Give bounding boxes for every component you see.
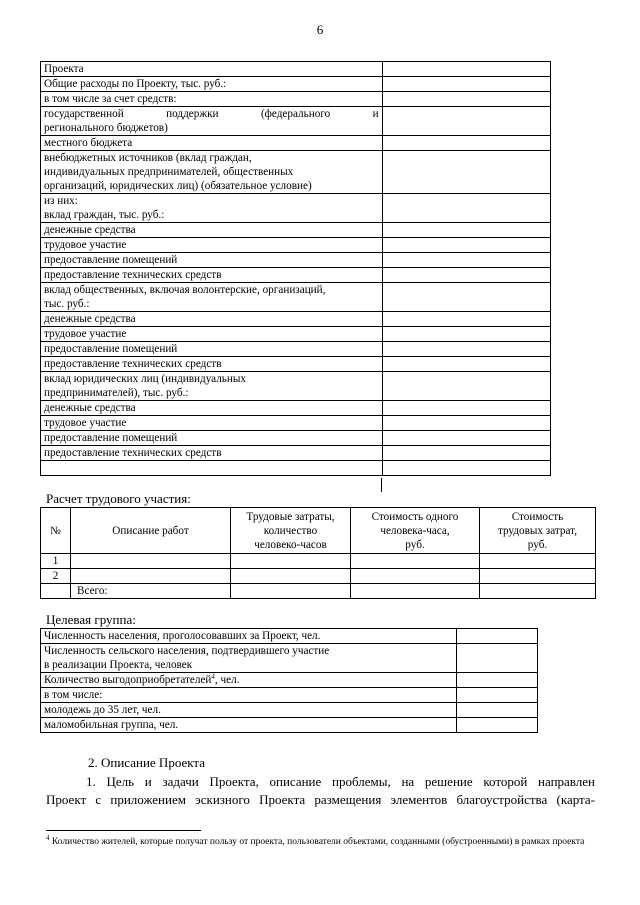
budget-label-cell <box>41 283 383 312</box>
budget-label-cell <box>41 461 383 476</box>
table-row <box>41 461 551 476</box>
table-row <box>41 268 551 283</box>
target-label-cell <box>41 673 457 688</box>
budget-label-cell <box>41 136 383 151</box>
labor-cell[interactable] <box>351 554 480 569</box>
cell-text-line: предпринимателей), тыс. руб.: <box>44 387 189 399</box>
table-row <box>41 62 551 77</box>
budget-value-cell[interactable] <box>382 416 550 431</box>
cell-text-line: государственной поддержки (федерального и <box>44 108 379 120</box>
cell-text-line: вклад граждан, тыс. руб.: <box>44 209 165 221</box>
table-row <box>41 584 596 599</box>
footnote-text: Количество жителей, которые получат пользу от проекта, пользователи объектами, созданными (обустроенными) в рамках проекта <box>51 837 585 847</box>
budget-value-cell[interactable] <box>382 223 550 238</box>
section-title: 2. Описание Проекта <box>88 755 206 770</box>
table-row <box>41 569 596 584</box>
column-header <box>480 508 596 554</box>
cell-text-line: Стоимость <box>511 510 564 523</box>
table-row <box>41 629 538 644</box>
budget-value-cell[interactable] <box>382 431 550 446</box>
budget-value-cell[interactable] <box>382 194 550 223</box>
footnote-mark: 4 <box>46 833 50 842</box>
column-header <box>351 508 480 554</box>
cell-text-line: Трудовые затраты, <box>246 510 335 523</box>
labor-cell[interactable] <box>231 554 351 569</box>
cell-text-line: местного бюджета <box>44 137 133 149</box>
table-row <box>41 92 551 107</box>
target-value-cell[interactable] <box>457 644 538 673</box>
cell-text-line: в реализации Проекта, человек <box>44 659 193 671</box>
labor-cell[interactable] <box>231 584 351 599</box>
table-row <box>41 151 551 194</box>
budget-label-cell <box>41 194 383 223</box>
budget-value-cell[interactable] <box>382 253 550 268</box>
budget-label-cell <box>41 416 383 431</box>
budget-value-cell[interactable] <box>382 136 550 151</box>
cell-text-line: внебюджетных источников (вклад граждан, <box>44 152 252 164</box>
cell-text-line: Численность населения, проголосовавших за Проект, чел. <box>44 630 321 642</box>
cell-text-line: Описание работ <box>112 524 189 537</box>
budget-value-cell[interactable] <box>382 238 550 253</box>
column-header <box>231 508 351 554</box>
cell-text-line: человека-часа, <box>380 524 450 537</box>
target-value-cell[interactable] <box>457 703 538 718</box>
target-label-cell <box>41 703 457 718</box>
footnote-ref: 4 <box>211 672 215 681</box>
table-row <box>41 238 551 253</box>
cell-text-line: Общие расходы по Проекту, тыс. руб.: <box>44 78 227 90</box>
labor-table <box>40 507 596 599</box>
cell-text-line: человеко-часов <box>254 538 327 551</box>
target-label-cell <box>41 718 457 733</box>
cell-text-line: Стоимость одного <box>371 510 459 523</box>
budget-label-cell <box>41 342 383 357</box>
column-header <box>71 508 231 554</box>
budget-label-cell <box>41 357 383 372</box>
labor-caption: Расчет трудового участия: <box>46 491 191 506</box>
cell-text-line: в том числе за счет средств: <box>44 93 177 105</box>
paragraph-line-1: 1. Цель и задачи Проекта, описание проблемы, на решение которой направлен <box>86 774 595 789</box>
table-row <box>41 312 551 327</box>
budget-value-cell[interactable] <box>382 62 550 77</box>
cell-text-line: трудовое участие <box>44 239 127 251</box>
target-value-cell[interactable] <box>457 688 538 703</box>
table-row <box>41 223 551 238</box>
table-row <box>41 342 551 357</box>
budget-label-cell <box>41 327 383 342</box>
budget-label-cell <box>41 62 383 77</box>
table-row <box>41 718 538 733</box>
table-row <box>41 703 538 718</box>
table-row <box>41 107 551 136</box>
table-row <box>41 372 551 401</box>
budget-value-cell[interactable] <box>382 77 550 92</box>
target-value-cell[interactable] <box>457 673 538 688</box>
labor-cell[interactable] <box>231 569 351 584</box>
cell-text-line: трудовое участие <box>44 328 127 340</box>
column-header <box>41 508 71 554</box>
table-row <box>41 554 596 569</box>
target-label-cell <box>41 629 457 644</box>
table-row <box>41 327 551 342</box>
cell-text-line: Численность сельского населения, подтвердившего участие <box>44 645 330 657</box>
target-caption: Целевая группа: <box>46 612 136 627</box>
cell-text-line: денежные средства <box>44 224 136 236</box>
budget-label-cell <box>41 223 383 238</box>
cell-text-line: денежные средства <box>44 402 136 414</box>
budget-value-cell[interactable] <box>382 446 550 461</box>
target-label-cell <box>41 688 457 703</box>
budget-label-cell <box>41 77 383 92</box>
labor-cell: 1 <box>41 554 71 569</box>
target-value-cell[interactable] <box>457 629 538 644</box>
budget-label-cell <box>41 312 383 327</box>
target-group-table <box>40 628 538 733</box>
table-divider-tail <box>381 478 382 492</box>
labor-cell[interactable] <box>480 584 596 599</box>
budget-label-cell <box>41 268 383 283</box>
budget-label-cell <box>41 151 383 194</box>
target-label-cell <box>41 644 457 673</box>
cell-text-line: трудовое участие <box>44 417 127 429</box>
table-row <box>41 283 551 312</box>
budget-label-cell <box>41 372 383 401</box>
table-row <box>41 253 551 268</box>
cell-text-line: вклад юридических лиц (индивидуальных <box>44 373 247 385</box>
budget-label-cell <box>41 92 383 107</box>
cell-text: , чел. <box>214 674 240 686</box>
labor-cell[interactable] <box>351 569 480 584</box>
labor-cell <box>41 584 71 599</box>
budget-value-cell[interactable] <box>382 283 550 312</box>
budget-value-cell[interactable] <box>382 342 550 357</box>
labor-cell[interactable] <box>71 554 231 569</box>
cell-text-line: денежные средства <box>44 313 136 325</box>
cell-text-line: предоставление технических средств <box>44 358 222 370</box>
budget-label-cell <box>41 446 383 461</box>
budget-value-cell[interactable] <box>382 312 550 327</box>
labor-cell[interactable] <box>351 584 480 599</box>
table-row <box>41 446 551 461</box>
cell-text-line: трудовых затрат, <box>497 524 578 537</box>
cell-text-line: индивидуальных предпринимателей, общественных <box>44 166 294 178</box>
budget-value-cell[interactable] <box>382 327 550 342</box>
cell-text-line: маломобильная группа, чел. <box>44 719 179 731</box>
labor-cell[interactable] <box>71 569 231 584</box>
cell-text-line: предоставление помещений <box>44 432 178 444</box>
cell-text: Количество выгодоприобретателей <box>44 674 212 686</box>
budget-value-cell[interactable] <box>382 401 550 416</box>
cell-text-line: тыс. руб.: <box>44 298 90 310</box>
cell-text-line: руб. <box>405 538 425 551</box>
cell-text-line: из них: <box>44 195 78 207</box>
budget-label-cell <box>41 238 383 253</box>
budget-label-cell <box>41 431 383 446</box>
cell-text-line: количество <box>263 524 318 537</box>
table-row <box>41 401 551 416</box>
page-number: 6 <box>316 22 324 37</box>
cell-text-line: предоставление технических средств <box>44 447 222 459</box>
table-row <box>41 136 551 151</box>
table-row <box>41 644 538 673</box>
table-row <box>41 416 551 431</box>
cell-text-line: молодежь до 35 лет, чел. <box>44 704 161 716</box>
table-row <box>41 688 538 703</box>
cell-text-line: предоставление технических средств <box>44 269 222 281</box>
labor-cell: 2 <box>41 569 71 584</box>
labor-cell[interactable] <box>480 569 596 584</box>
budget-value-cell[interactable] <box>382 107 550 136</box>
table-row <box>41 194 551 223</box>
budget-label-cell <box>41 401 383 416</box>
budget-label-cell <box>41 107 383 136</box>
labor-cell[interactable] <box>480 554 596 569</box>
cell-text-line: в том числе: <box>44 689 103 701</box>
budget-table <box>40 61 551 476</box>
budget-value-cell[interactable] <box>382 151 550 194</box>
budget-value-cell[interactable] <box>382 268 550 283</box>
table-row <box>41 431 551 446</box>
cell-text-line: регионального бюджетов) <box>44 122 168 134</box>
table-row <box>41 673 538 688</box>
labor-cell: Всего: <box>71 584 231 599</box>
cell-text-line: предоставление помещений <box>44 343 178 355</box>
cell-text-line: руб. <box>527 538 548 551</box>
cell-text-line: Проекта <box>44 63 84 75</box>
budget-value-cell[interactable] <box>382 372 550 401</box>
cell-text-line: организаций, юридических лиц) (обязательное условие) <box>44 180 312 192</box>
budget-value-cell[interactable] <box>382 461 550 476</box>
footnote <box>46 833 595 848</box>
table-row <box>41 357 551 372</box>
table-row <box>41 77 551 92</box>
target-value-cell[interactable] <box>457 718 538 733</box>
budget-value-cell[interactable] <box>382 357 550 372</box>
budget-label-cell <box>41 253 383 268</box>
cell-text-line: № <box>50 524 61 537</box>
cell-text-line: вклад общественных, включая волонтерские, организаций, <box>44 284 326 296</box>
budget-value-cell[interactable] <box>382 92 550 107</box>
paragraph-line-2: Проект с приложением эскизного Проекта размещения элементов благоустройства (карта- <box>46 792 595 807</box>
footnote-rule <box>46 830 201 831</box>
cell-text-line: предоставление помещений <box>44 254 178 266</box>
